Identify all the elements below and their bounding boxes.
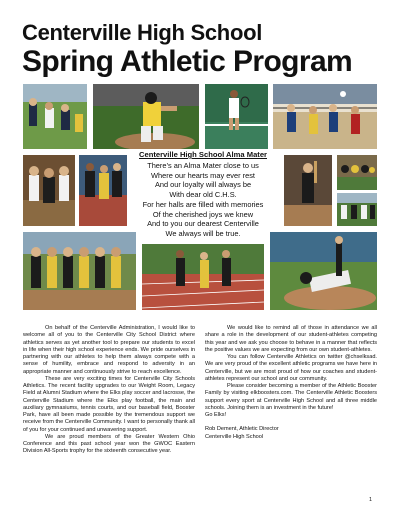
photo-softball-team-line (23, 232, 136, 310)
page-number: 1 (369, 497, 373, 503)
signature-organization: Centerville High School (205, 433, 264, 440)
letter-paragraph: On behalf of the Centerville Administration, I would like to welcome all of you to the Centerville City School District where athletics serves as yet another tool to prepare our students to excel in life when their high school experience ends. We pride ourselves in partnering with our athletes to help them always compete with a sense of humility, embrace and respond to adversity in an appropriate manner and continuously strive to reach excellence. (23, 325, 195, 375)
letter-paragraph: You can follow Centerville Athletics on twitter @chselksad. We are very proud of the excellent athletic programs we have here in Centerville, but we are most proud of how our coaches and student-athletes represent our school and our community. (205, 354, 377, 382)
alma-mater-line: With dear old C.H.S. (169, 190, 237, 200)
letter-paragraph: We would like to remind all of those in attendance we all share a role in the development of our student-athletes competing this year and we ask you choose to behave in a manner that reflects the positive values we are expecting from our own student-athletes. (205, 325, 377, 353)
school-title: Centerville High School (22, 20, 263, 45)
signature-name: Rob Dement, Athletic Director (205, 426, 279, 433)
alma-mater-title: Centerville High School Alma Mater (139, 150, 267, 159)
alma-mater-line: And our loyalty will always be (154, 180, 252, 190)
letter-closing: Go Elks! (205, 412, 227, 418)
letter-right-column (205, 325, 377, 441)
letter-paragraph: Please consider becoming a member of the Athletic Booster Family by visiting elkboosters.com. The Centerville Athletic Boosters support every sport at Centerville High School and all three middle schools. Joining them is an investment in the future! (205, 383, 377, 411)
alma-mater-line: There’s an Alma Mater close to us (147, 161, 259, 170)
photo-track-sprinters (79, 155, 127, 226)
letter-paragraph: We are proud members of the Greater Western Ohio Conference and this past school year won the GWOC Eastern Division All-Sports trophy for the sixteenth consecutive year. (23, 433, 195, 455)
photo-volleyball-net (273, 84, 377, 149)
photo-softball-batter (284, 155, 332, 226)
alma-mater-line: Of the cherished joys we knew (152, 209, 254, 219)
photo-baseball-slide (270, 232, 377, 310)
photo-tennis-player (205, 84, 268, 149)
photo-track-runners (142, 244, 264, 310)
program-title: Spring Athletic Program (22, 45, 353, 78)
alma-mater-line: Where our hearts may ever rest (151, 170, 255, 180)
photo-softball-huddle (23, 155, 75, 226)
letter-left-column (23, 325, 195, 456)
alma-mater-line: We always will be true. (165, 228, 241, 238)
photo-lacrosse-group-small (337, 193, 377, 226)
letter-paragraph: These are very exciting times for Centerville City Schools Athletics. The recent facility upgrades to our Weight Room, Legacy Field at Alumni Stadium where the Elks play soccer and lacrosse, the Centerville Stadium where the Elks play football, the main and auxiliary gymnasiums, tennis courts, and our baseball field, Booster Park, have all been made possible by the tremendous support we receive from the Centerville Community. I want to personally thank all of you for your continued and unwavering support. (23, 375, 195, 433)
alma-mater-line: And to you our dearest Centerville (147, 219, 259, 229)
photo-baseball-pitcher (93, 84, 199, 149)
photo-team-group-small (337, 155, 377, 190)
photo-lacrosse-team (23, 84, 87, 149)
alma-mater-line: For her halls are filled with memories (142, 199, 264, 209)
alma-mater-block (131, 150, 275, 242)
